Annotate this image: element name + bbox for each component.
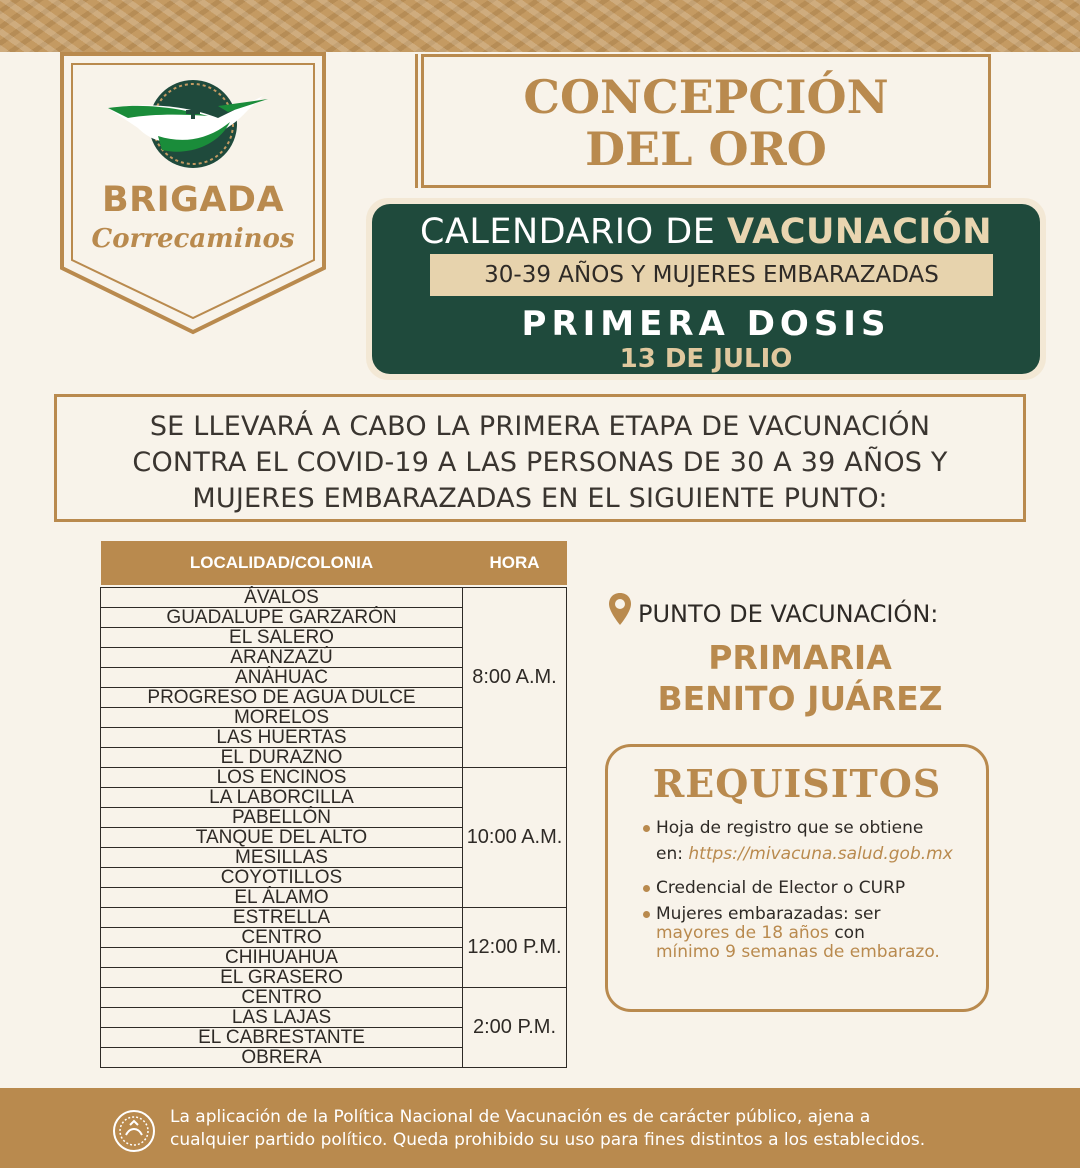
vaccination-point-label: PUNTO DE VACUNACIÓN: bbox=[638, 600, 939, 628]
announcement-box bbox=[54, 394, 1026, 522]
announcement-line: SE LLEVARÁ A CABO LA PRIMERA ETAPA DE VACUNACIÓN bbox=[149, 411, 931, 442]
locality-cell: EL DURAZNO bbox=[101, 747, 463, 767]
requirement-pregnant bbox=[656, 905, 976, 962]
top-pattern-band bbox=[0, 0, 1080, 52]
header-locality: LOCALIDAD/COLONIA bbox=[101, 541, 463, 585]
locality-cell: EL ÁLAMO bbox=[101, 887, 463, 907]
schedule-body bbox=[101, 587, 567, 1067]
locality-cell: LAS HUERTAS bbox=[101, 727, 463, 747]
vaccination-point-header bbox=[608, 592, 1028, 636]
town-title-line1: CONCEPCIÓN bbox=[523, 70, 889, 124]
calendar-panel bbox=[366, 198, 1046, 380]
bullet-icon bbox=[643, 885, 650, 892]
locality-cell: MORELOS bbox=[101, 707, 463, 727]
calendar-title-prefix: CALENDARIO DE bbox=[419, 212, 727, 252]
locality-cell: CHIHUAHUA bbox=[101, 947, 463, 967]
calendar-dose: PRIMERA DOSIS bbox=[521, 304, 891, 344]
locality-cell: PROGRESO DE AGUA DULCE bbox=[101, 687, 463, 707]
hour-cell: 10:00 A.M. bbox=[463, 767, 567, 907]
locality-cell: MESILLAS bbox=[101, 847, 463, 867]
hour-cell: 2:00 P.M. bbox=[463, 987, 567, 1067]
brigada-badge bbox=[58, 52, 328, 337]
requirement-pregnant-d: mínimo 9 semanas de embarazo. bbox=[656, 942, 940, 962]
hour-cell: 8:00 A.M. bbox=[463, 587, 567, 767]
hour-cell: 12:00 P.M. bbox=[463, 907, 567, 987]
locality-cell: ARANZAZÚ bbox=[101, 647, 463, 667]
town-title-line2: DEL ORO bbox=[585, 122, 827, 176]
locality-cell: OBRERA bbox=[101, 1047, 463, 1067]
national-seal-icon bbox=[112, 1109, 156, 1153]
requirement-registration-prefix: en: bbox=[656, 844, 689, 864]
requirement-id-text: Credencial de Elector o CURP bbox=[656, 878, 906, 898]
locality-cell: GUADALUPE GARZARÓN bbox=[101, 607, 463, 627]
requirement-pregnant-a: Mujeres embarazadas: ser bbox=[656, 904, 881, 924]
locality-cell: CENTRO bbox=[101, 987, 463, 1007]
footer-band bbox=[0, 1088, 1080, 1168]
announcement-line: MUJERES EMBARAZADAS EN EL SIGUIENTE PUNTO: bbox=[192, 483, 888, 514]
brigada-title: BRIGADA bbox=[101, 180, 285, 220]
town-title-box bbox=[421, 54, 991, 188]
requirements-box bbox=[605, 744, 989, 1012]
calendar-title-highlight: VACUNACIÓN bbox=[726, 212, 992, 252]
requirement-pregnant-c: con bbox=[828, 923, 865, 943]
locality-cell: COYOTILLOS bbox=[101, 867, 463, 887]
table-row bbox=[101, 767, 567, 787]
calendar-title bbox=[372, 212, 1040, 252]
table-row bbox=[101, 987, 567, 1007]
bullet-icon bbox=[643, 825, 650, 832]
header-hour: HORA bbox=[463, 541, 567, 585]
calendar-age-band: 30-39 AÑOS Y MUJERES EMBARAZADAS bbox=[430, 254, 993, 296]
requirements-title: REQUISITOS bbox=[652, 761, 942, 806]
locality-cell: LOS ENCINOS bbox=[101, 767, 463, 787]
locality-cell: EL SALERO bbox=[101, 627, 463, 647]
school-name-line1: PRIMARIA bbox=[708, 638, 892, 677]
requirement-pregnant-b: mayores de 18 años bbox=[656, 923, 829, 943]
locality-cell: PABELLÓN bbox=[101, 807, 463, 827]
calendar-panel-inner bbox=[372, 204, 1040, 374]
table-row bbox=[101, 907, 567, 927]
locality-cell: EL CABRESTANTE bbox=[101, 1027, 463, 1047]
location-pin-icon bbox=[608, 592, 632, 626]
schedule-header-row bbox=[101, 541, 567, 585]
calendar-date: 13 DE JULIO bbox=[619, 344, 793, 374]
requirement-registration bbox=[656, 815, 976, 867]
locality-cell: LA LABORCILLA bbox=[101, 787, 463, 807]
school-name-line2: BENITO JUÁREZ bbox=[657, 679, 943, 718]
announcement-line: CONTRA EL COVID-19 A LAS PERSONAS DE 30 A 39 AÑOS Y bbox=[132, 447, 948, 478]
requirement-id bbox=[656, 875, 976, 901]
registration-link[interactable]: https://mivacuna.salud.gob.mx bbox=[688, 844, 953, 864]
requirement-registration-text: Hoja de registro que se obtiene bbox=[656, 818, 924, 838]
brigada-subtitle: Correcaminos bbox=[91, 224, 295, 254]
schedule-table bbox=[100, 541, 567, 1068]
footer-line2: cualquier partido político. Queda prohibido su uso para fines distintos a los establecidos. bbox=[170, 1130, 926, 1150]
locality-cell: EL GRASERO bbox=[101, 967, 463, 987]
locality-cell: LAS LAJAS bbox=[101, 1007, 463, 1027]
locality-cell: TANQUE DEL ALTO bbox=[101, 827, 463, 847]
bullet-icon bbox=[643, 911, 650, 918]
locality-cell: ÁVALOS bbox=[101, 587, 463, 607]
roadrunner-bird-icon bbox=[58, 66, 328, 186]
locality-cell: ESTRELLA bbox=[101, 907, 463, 927]
footer-disclaimer bbox=[170, 1106, 1050, 1152]
locality-cell: CENTRO bbox=[101, 927, 463, 947]
footer-line1: La aplicación de la Política Nacional de Vacunación es de carácter público, ajena a bbox=[170, 1107, 871, 1127]
table-row bbox=[101, 587, 567, 607]
locality-cell: ANÁHUAC bbox=[101, 667, 463, 687]
